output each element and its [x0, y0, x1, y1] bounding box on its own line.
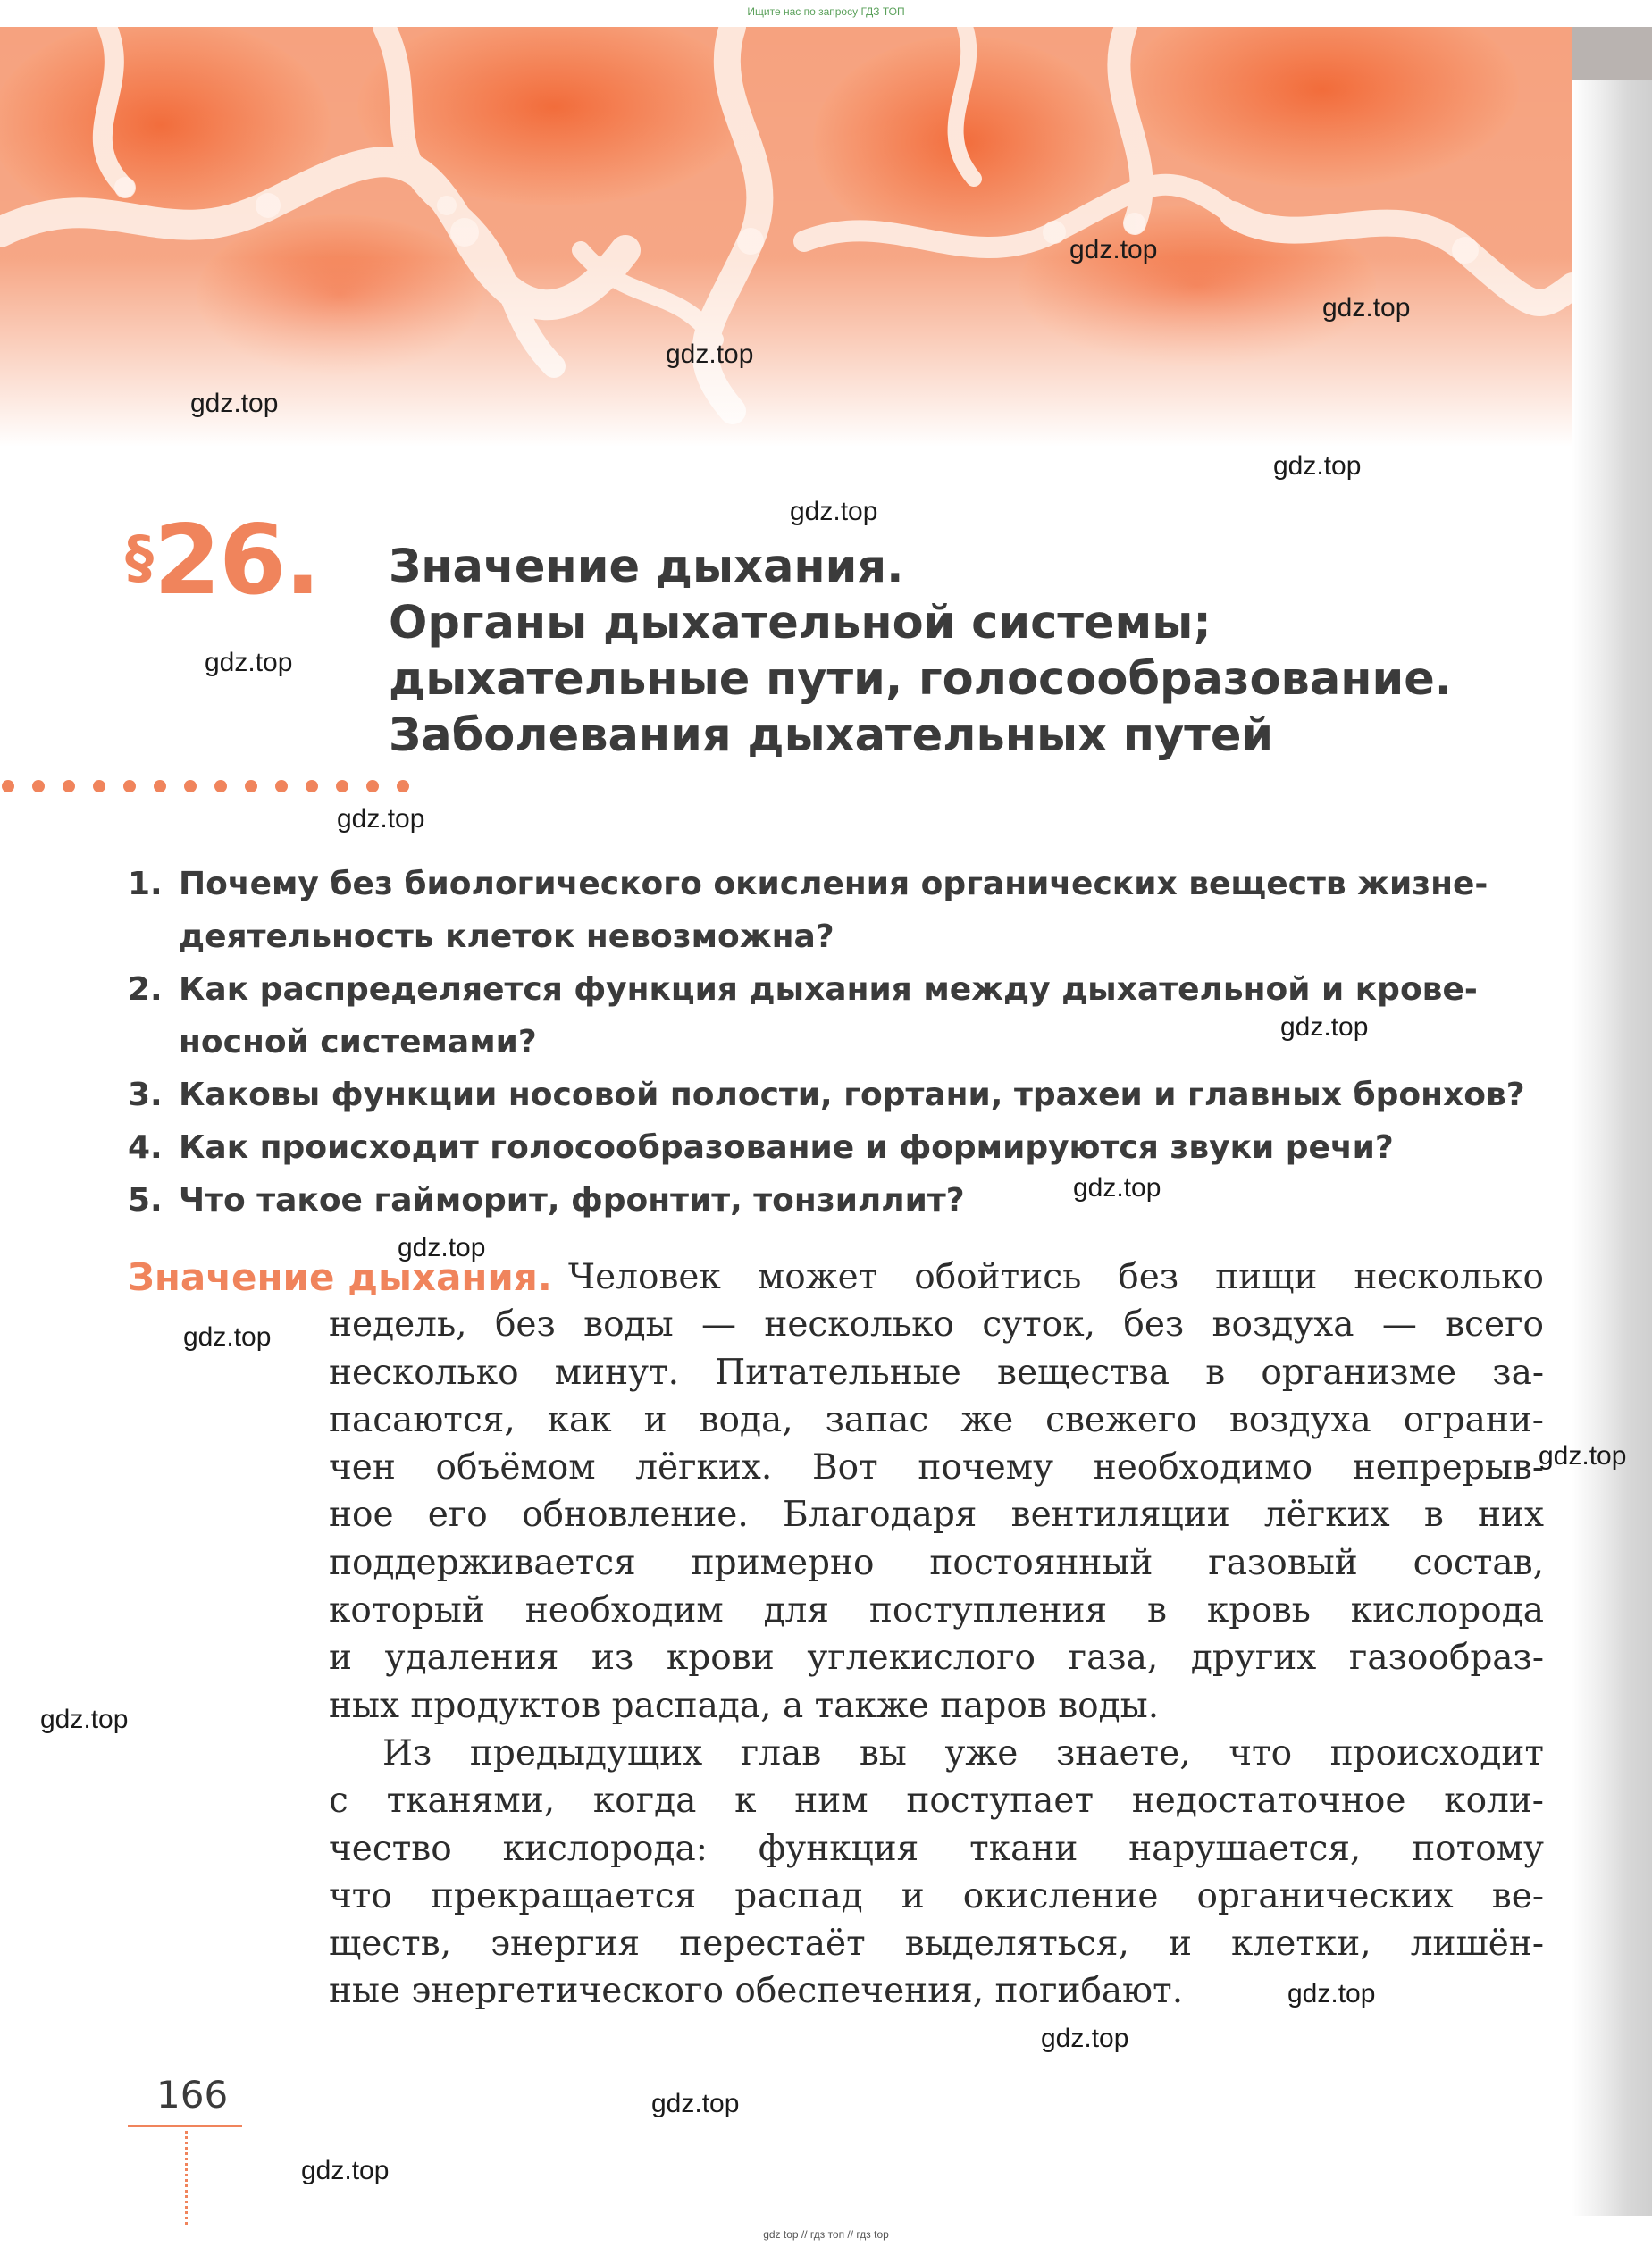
paragraph-title [389, 539, 1550, 764]
watermark: gdz.top [183, 1322, 272, 1352]
body-line: поддерживается примерно постоянный газовый состав, [329, 1542, 1544, 1583]
question-item [128, 1121, 1539, 1174]
question-number: 3. [128, 1077, 163, 1113]
body-line: ное его обновление. Благодаря вентиляции лёгких в них [329, 1495, 1544, 1536]
question-line: Как происходит голосообразование и формируются звуки речи? [179, 1129, 1394, 1166]
body-line: и удаления из крови углекислого газа, других газообраз- [329, 1638, 1544, 1679]
question-number: 4. [128, 1129, 163, 1166]
paragraph-number-dot: . [284, 505, 322, 616]
body-line: недель, без воды — несколько суток, без воздуха — всего [329, 1304, 1544, 1346]
question-line: Почему без биологического окисления органических веществ жизне- [179, 866, 1488, 902]
page-binding-top [1572, 27, 1652, 80]
page-binding-shadow [1572, 27, 1652, 2216]
body-line: Человек может обойтись без пищи несколько [568, 1257, 1544, 1297]
question-item [128, 858, 1539, 963]
watermark: gdz.top [301, 2156, 390, 2185]
title-line: Заболевания дыхательных путей [389, 709, 1274, 762]
watermark: gdz.top [40, 1705, 129, 1734]
watermark: gdz.top [790, 497, 878, 526]
section-heading: Значение дыхания. [128, 1255, 552, 1299]
body-line: ществ, энергия перестаёт выделяться, и клетки, лишён- [329, 1924, 1544, 1965]
watermark: gdz.top [1273, 451, 1362, 481]
watermark: gdz.top [1041, 2024, 1129, 2053]
watermark: gdz.top [1280, 1012, 1369, 1042]
question-number: 5. [128, 1182, 163, 1219]
body-line: ных продуктов распада, а также паров воды. [329, 1685, 1160, 1726]
paragraph-number [125, 505, 321, 616]
watermark: gdz.top [190, 389, 279, 418]
bottom-note: gdz top // гдз топ // гдз top [763, 2228, 889, 2241]
question-text [179, 1069, 1539, 1121]
section-body [329, 1253, 1544, 2016]
watermark: gdz.top [651, 2089, 740, 2118]
question-text [179, 858, 1539, 963]
title-line: Значение дыхания. [389, 541, 904, 593]
question-number: 2. [128, 971, 163, 1008]
watermark: gdz.top [1073, 1173, 1161, 1203]
page-margin-dotted-line [185, 2131, 188, 2225]
body-line: ные энергетического обеспечения, погибают. [329, 1971, 1184, 2012]
watermark: gdz.top [398, 1233, 486, 1262]
question-text [179, 1174, 1539, 1227]
title-line: Органы дыхательной системы; [389, 597, 1212, 650]
body-line: с тканями, когда к ним поступает недостаточное коли- [329, 1781, 1544, 1822]
question-line: деятельность клеток невозможна? [179, 918, 834, 955]
top-notice: Ищите нас по запросу ГДЗ ТОП [747, 5, 905, 18]
decorative-dots [2, 780, 431, 798]
question-text [179, 1121, 1539, 1174]
watermark: gdz.top [1069, 235, 1158, 264]
body-line: Из предыдущих глав вы уже знаете, что происходит [382, 1732, 1544, 1773]
body-line: чен объёмом лёгких. Вот почему необходимо непрерыв- [329, 1447, 1544, 1488]
question-item [128, 1174, 1539, 1227]
question-line: Каковы функции носовой полости, гортани, трахеи и главных бронхов? [179, 1077, 1525, 1113]
page-number-underline [128, 2125, 242, 2127]
body-line: несколько минут. Питательные вещества в организме за- [329, 1352, 1544, 1393]
body-line: что прекращается распад и окисление органических ве- [329, 1875, 1544, 1916]
header-banner-image [0, 27, 1572, 447]
paragraph-number-value: 26 [154, 505, 285, 616]
question-line: Как распределяется функция дыхания между дыхательной и крове- [179, 971, 1478, 1008]
watermark: gdz.top [337, 804, 425, 834]
question-line: носной системами? [179, 1024, 537, 1061]
watermark: gdz.top [205, 648, 293, 677]
body-line: пасаются, как и вода, запас же свежего воздуха ограни- [329, 1399, 1544, 1440]
watermark: gdz.top [1287, 1979, 1376, 2008]
page-number: 166 [156, 2073, 229, 2117]
tissue-texture-illustration [0, 27, 1572, 447]
body-line: который необходим для поступления в кровь кислорода [329, 1590, 1544, 1631]
watermark: gdz.top [666, 340, 754, 369]
section-symbol: § [125, 525, 154, 591]
watermark: gdz.top [1322, 293, 1411, 323]
body-line: чество кислорода: функция ткани нарушается, потому [329, 1828, 1544, 1869]
question-line: Что такое гайморит, фронтит, тонзиллит? [179, 1182, 965, 1219]
question-number: 1. [128, 866, 163, 902]
question-item [128, 1069, 1539, 1121]
title-line: дыхательные пути, голосообразование. [389, 653, 1453, 706]
watermark: gdz.top [1539, 1441, 1627, 1471]
